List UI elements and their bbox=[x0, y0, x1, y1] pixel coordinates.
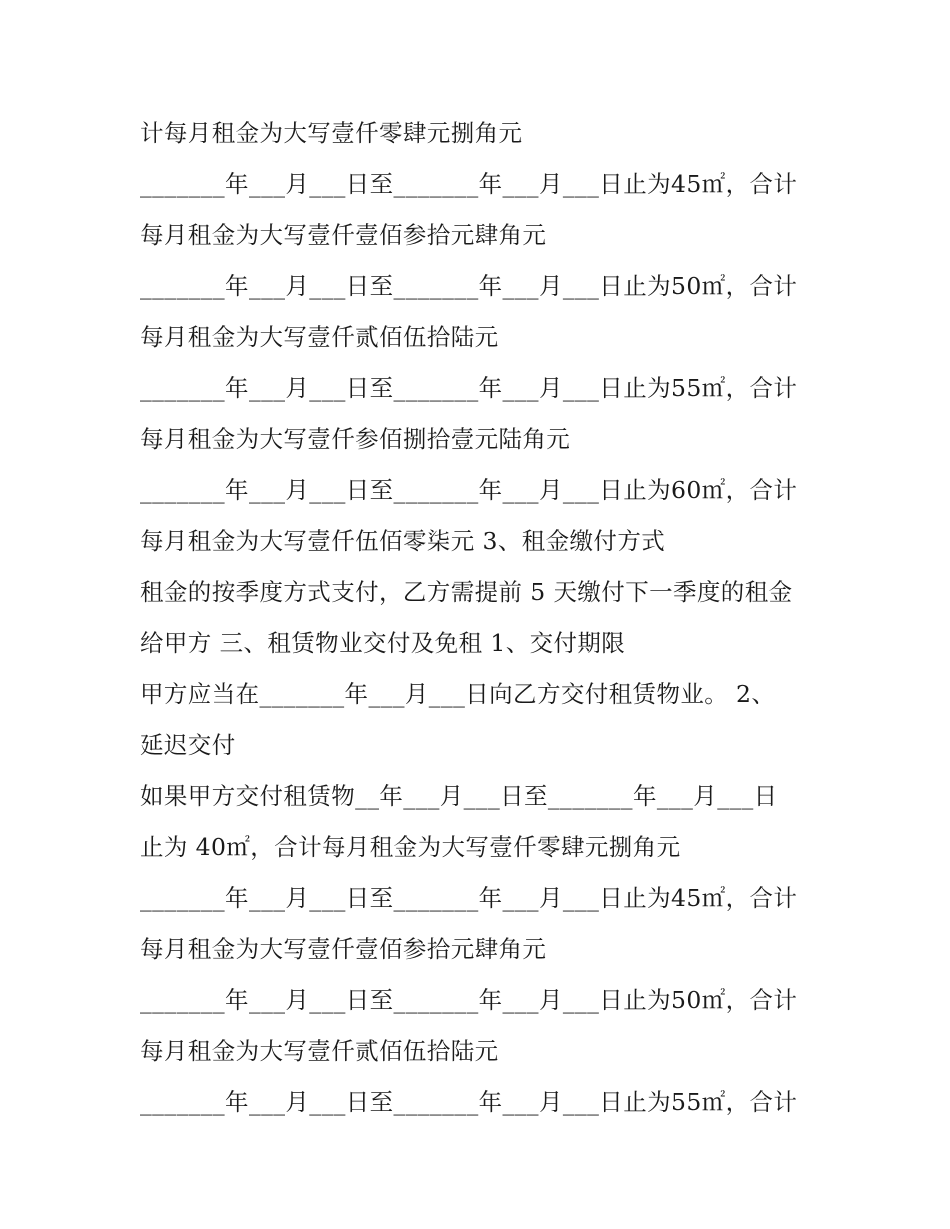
text-line: _______年___月___日至_______年___月___日止为55㎡，合计 bbox=[140, 374, 798, 402]
text-line: 每月租金为大写壹仟伍佰零柒元 3、租金缴付方式 bbox=[140, 527, 666, 555]
text-line: 每月租金为大写壹仟贰佰伍拾陆元 bbox=[140, 1037, 499, 1065]
text-line: 每月租金为大写壹仟壹佰参拾元肆角元 bbox=[140, 935, 547, 963]
text-line: _______年___月___日至_______年___月___日止为60㎡，合计 bbox=[140, 476, 798, 504]
text-line: 止为 40㎡，合计每月租金为大写壹仟零肆元捌角元 bbox=[140, 833, 681, 861]
text-line: 给甲方 三、租赁物业交付及免租 1、交付期限 bbox=[140, 629, 626, 657]
text-line: 每月租金为大写壹仟壹佰参拾元肆角元 bbox=[140, 221, 547, 249]
text-line: 每月租金为大写壹仟贰佰伍拾陆元 bbox=[140, 323, 499, 351]
text-line: 计每月租金为大写壹仟零肆元捌角元 bbox=[140, 119, 523, 147]
text-line: _______年___月___日至_______年___月___日止为50㎡，合计 bbox=[140, 986, 798, 1014]
document-body bbox=[140, 108, 820, 1128]
text-line: _______年___月___日至_______年___月___日止为45㎡，合计 bbox=[140, 170, 798, 198]
text-line: _______年___月___日至_______年___月___日止为50㎡，合计 bbox=[140, 272, 798, 300]
text-line: _______年___月___日至_______年___月___日止为45㎡，合计 bbox=[140, 884, 798, 912]
text-line: 延迟交付 bbox=[140, 731, 236, 759]
text-line: 甲方应当在_______年___月___日向乙方交付租赁物业。 2、 bbox=[140, 680, 776, 708]
text-line: 每月租金为大写壹仟参佰捌拾壹元陆角元 bbox=[140, 425, 571, 453]
text-line: _______年___月___日至_______年___月___日止为55㎡，合计 bbox=[140, 1088, 798, 1116]
text-line: 如果甲方交付租赁物__年___月___日至_______年___月___日 bbox=[140, 782, 778, 810]
text-line: 租金的按季度方式支付，乙方需提前 5 天缴付下一季度的租金 bbox=[140, 578, 793, 606]
